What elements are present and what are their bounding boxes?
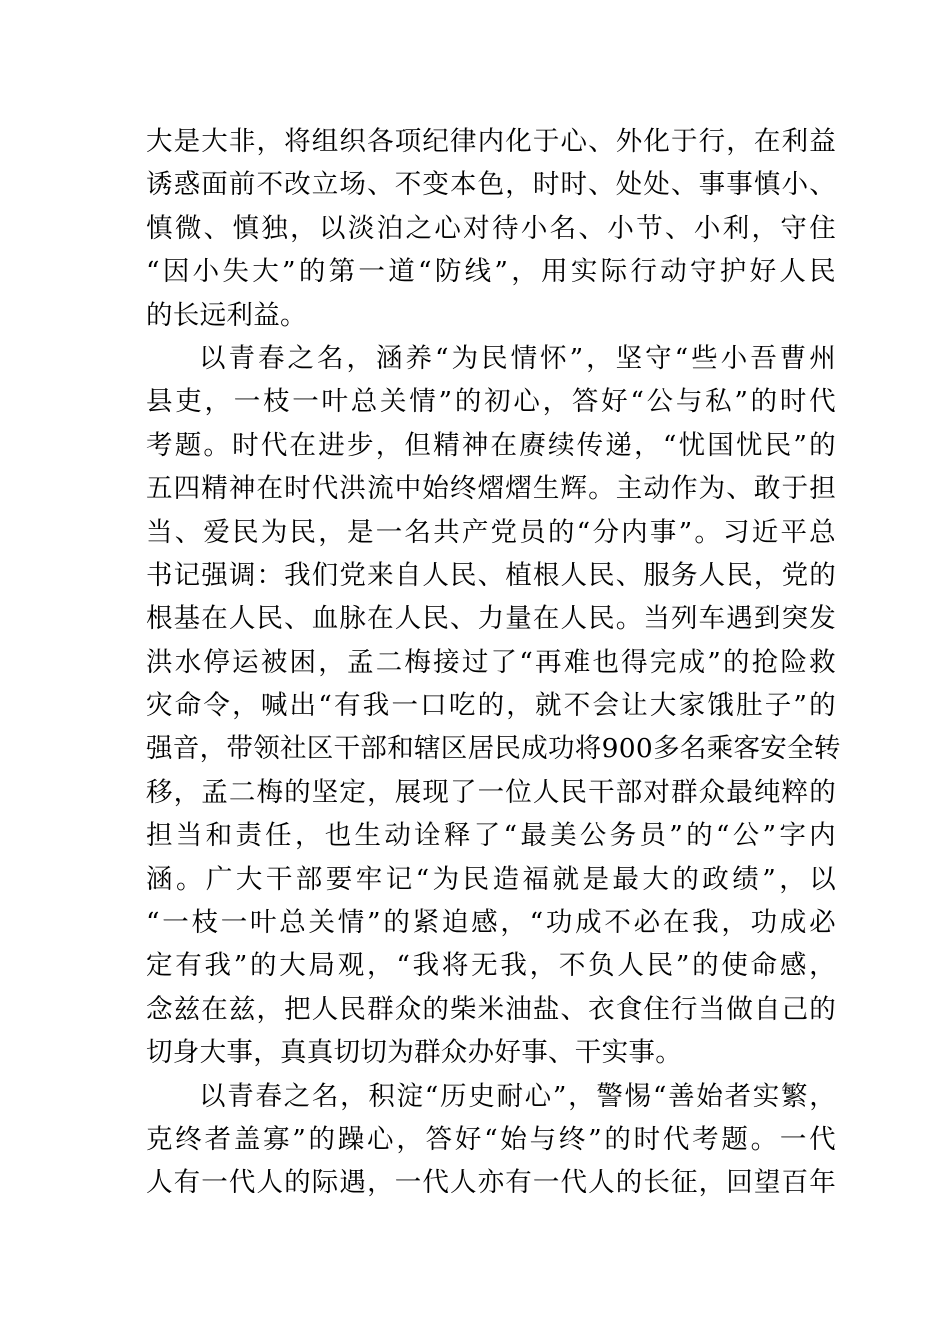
text-line: 担当和责任，也生动诠释了“最美公务员”的“公”字内 xyxy=(146,820,836,852)
text-line: 切身大事，真真切切为群众办好事、干实事。 xyxy=(146,1037,682,1069)
text-line: “因小失大”的第一道“防线”，用实际行动守护好人民 xyxy=(146,256,836,288)
text-line: 移，孟二梅的坚定，展现了一位人民干部对群众最纯粹的 xyxy=(146,776,836,808)
text-line: 的长远利益。 xyxy=(146,299,307,331)
text-line: 涵。广大干部要牢记“为民造福就是最大的政绩”，以 xyxy=(146,863,836,895)
text-line: 大是大非，将组织各项纪律内化于心、外化于行，在利益 xyxy=(146,126,836,157)
text-line: 克终者盖寡”的躁心，答好“始与终”的时代考题。一代 xyxy=(146,1123,836,1155)
text-line: “一枝一叶总关情”的紧迫感，“功成不必在我，功成必 xyxy=(146,907,836,939)
text-line: 人有一代人的际遇，一代人亦有一代人的长征，回望百年 xyxy=(146,1167,836,1199)
text-line: 根基在人民、血脉在人民、力量在人民。当列车遇到突发 xyxy=(146,603,836,635)
text-line: 五四精神在时代洪流中始终熠熠生辉。主动作为、敢于担 xyxy=(146,473,836,505)
text-line: 以青春之名，涵养“为民情怀”，坚守“些小吾曹州 xyxy=(199,342,836,374)
paragraph-1 xyxy=(146,120,836,337)
paragraph-3 xyxy=(146,1075,836,1205)
text-line: 诱惑面前不改立场、不变本色，时时、处处、事事慎小、 xyxy=(146,169,836,201)
text-line: 灾命令，喊出“有我一口吃的，就不会让大家饿肚子”的 xyxy=(146,690,836,722)
text-line: 当、爱民为民，是一名共产党员的“分内事”。习近平总 xyxy=(146,516,836,548)
text-line: 强音，带领社区干部和辖区居民成功将900多名乘客安全转 xyxy=(146,733,841,765)
text-line: 定有我”的大局观，“我将无我，不负人民”的使命感， xyxy=(146,950,836,982)
paragraph-2 xyxy=(146,337,841,1075)
text-line: 考题。时代在进步，但精神在赓续传递，“忧国忧民”的 xyxy=(146,429,836,461)
text-line: 念兹在兹，把人民群众的柴米油盐、衣食住行当做自己的 xyxy=(146,993,836,1025)
document-body xyxy=(146,120,841,1205)
text-line: 县吏，一枝一叶总关情”的初心，答好“公与私”的时代 xyxy=(146,386,836,418)
text-line: 以青春之名，积淀“历史耐心”，警惕“善始者实繁， xyxy=(199,1080,836,1112)
text-line: 慎微、慎独，以淡泊之心对待小名、小节、小利，守住 xyxy=(146,212,836,244)
text-line: 洪水停运被困，孟二梅接过了“再难也得完成”的抢险救 xyxy=(146,646,836,678)
text-line: 书记强调：我们党来自人民、植根人民、服务人民，党的 xyxy=(146,559,836,591)
